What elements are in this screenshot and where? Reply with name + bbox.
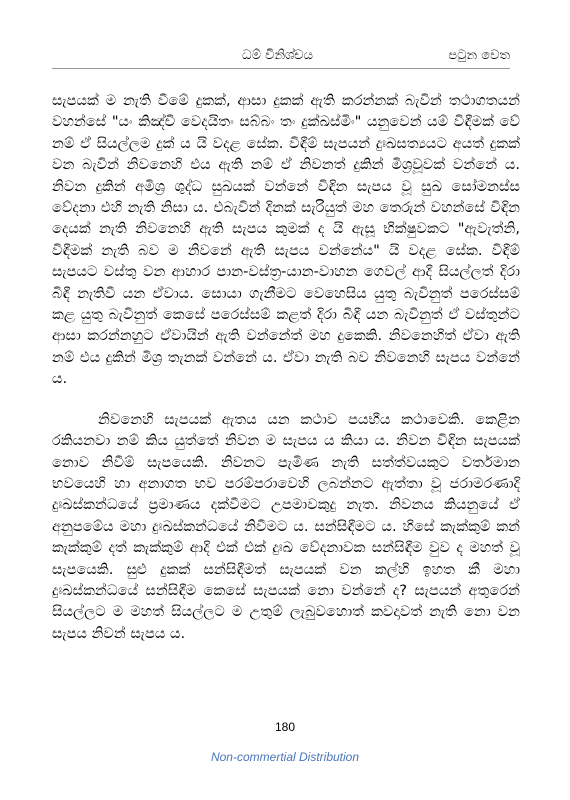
- contents-link[interactable]: පටුන වෙත: [448, 48, 510, 63]
- distribution-footer: Non-commertial Distribution: [210, 750, 360, 764]
- running-header: [52, 44, 510, 69]
- page-number: 180: [274, 720, 296, 734]
- paragraph-2: නිවනෙහි සැපයක් ඇතය යන කථාව පයභීය කථාවෙකි. කෙළින රකියනවා නම් කිය යුත්තේ නිවන ම සැපය ය කියා ය. නිවන විඳින සැපයක් නොව නිවීම් සැපයෙකි. නිවනට පැමිණ නැති සත්ත්වයකුට වර්තමාන භවයෙහි හා අනාගත භව පරම්පරාවෙහි ලබන්නට ඇත්තා වූ ජරාමරණාදි දුඃඛස්කන්ධයේ ප්‍රමාණය දක්වීමට උපමාවකුදු නැත. නිවනය කියනුයේ ඒ අනුපමේය මහා දුඃඛස්කන්ධයේ නිවීමට ය. සන්සිඳීමට ය. හිසේ කැක්කුම් කන් කැක්කුම් දත් කැක්කුම් ආදි එක් එක් දුඃඛ වේදනාවක සන්සිඳීම වුව ද මහත් වූ සැපයෙකි. සුළු දුකක් සන්සිඳීමත් සැපයක් වන කල්හි ඉහත කී මහා දුඃඛස්කන්ධයේ සන්සිඳීම කෙසේ සැපයක් නො වන්නේ ද? සැපයන් අතුරෙන් සියල්ලට ම මහත් සියල්ලට ම උතුම් ලැබුවහොත් කවදාවත් නැති නො වන සැපය නිවන් සැපය ය.: [52, 410, 520, 642]
- body-text: [52, 90, 520, 644]
- book-title: ධම් විනිශ්චය: [242, 48, 314, 63]
- paragraph-1: සැපයක් ම නැති වීමේ දුකක්, ආසා දුකක් ඇති කරන්නක් බැවින් තථාගතයන් වහන්සේ "යං කිඤ්චි වෙදයිතං සබ්බං තං දුක්ඛස්මිං" යනුවෙන් යම් විඳීමක් වේ නම් ඒ සියල්ලම දුක් ය යි වදළ සේක. විඳීම් සැපයන් දුඃඛසත්‍යයට අයත් දුකක් වන බැවින් නිවනෙහි එය ඇති නම් ඒ නිවනත් දුකින් මිශ්‍රවූවක් වන්නේ ය. නිවන දුකින් අමිශ්‍ර ශුද්ධ සුඛයක් වන්නේ විඳින සැපය වූ සුඛ සෝමනස්ස වේදනා එහි නැති නිසා ය. එබැවින් දිනක් සැරියුත් මහ තෙරුන් වහන්සේ විඳින දෙයක් නැති නිවනෙහි ඇති සැපය කුමක් ද යි ඇසූ භික්ෂුවකට "ඇවැත්නි, විඳීමක් නැති බව ම නිවනේ ඇති සැපය වන්නේය" යි වදළ සේක. විඳීම් සැපයට වස්තු වන ආහාර පාන-වස්ත්‍ර-යාන-වාහන ගෙවල් ආදී සියල්ලත් දිරා බිඳී නැතිවී යන ඒවාය. සොයා ගැනීමට වෙහෙසිය යුතු බැවිනුත් පරෙස්සම් කළ යුතු බැවිනුත් කෙසේ පරෙස්සම් කළත් දිරා බිඳී යන බැවිනුත් ඒ වස්තුන්ට ආසා කරන්නහුට ඒවායින් ඇති වන්නේත් මහ දුකෙකි. නිවනෙහිත් ඒවා ඇති නම් එය දුකින් මිශ්‍ර තැනක් වන්නේ ය. ඒවා නැති බව නිවනෙහි සැපය වන්නේ ය.: [52, 92, 520, 388]
